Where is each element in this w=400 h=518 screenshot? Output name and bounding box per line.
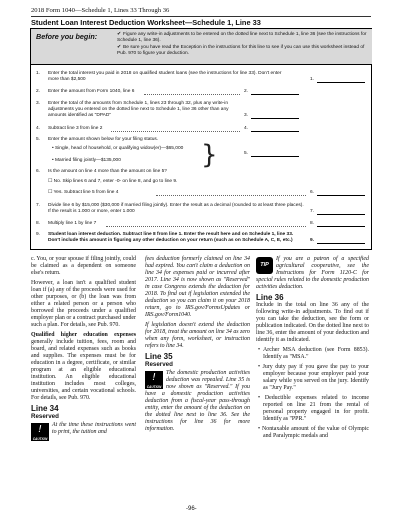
before-you-begin-item-2: ✔ Be sure you have read the Exception in the instructions for this line to see if you can use this worksheet instead of Pub. 970 to figure your deduction.: [117, 45, 365, 56]
before-you-begin-item-1: ✔ Figure any write-in adjustments to be entered on the dotted line next to Schedule 1, line 36 (see the instructions for Schedule 1, line 36).: [117, 32, 367, 43]
list-item: • Archer MSA deduction (see Form 8853). Identify as "MSA.": [258, 347, 369, 360]
worksheet-line-9: 9. Student loan interest deduction. Subtract line 8 from line 1. Enter the result here and on Schedule 1, line 33. Don't include this amount in figuring any other deduction on your return (such as on Schedule A, C, E, etc.) 9.: [36, 232, 366, 246]
line-9-entry[interactable]: [317, 243, 365, 244]
line-8-entry[interactable]: [317, 226, 365, 227]
worksheet-line-1: 1. Enter the total interest you paid in 2018 on qualified student loans (see the instructions for line 33). Don't enter more than $2,500 1.: [36, 71, 366, 83]
tip-icon: TIP: [256, 257, 273, 274]
column-3: [256, 256, 369, 443]
worksheet-line-3: 3. Enter the total of the amounts from Schedule 1, lines 23 through 32, plus any write-in adjustments you entered on the dotted line next to Schedule 1, line 36 other than any amounts identified as "DPAD" 3.: [36, 101, 366, 121]
list-item: • Jury duty pay if you gave the pay to your employer because your employer paid your salary while you served on the jury. Identify as "Jury Pay.": [258, 364, 369, 391]
before-you-begin-label: Before you begin:: [36, 32, 98, 41]
running-head: 2018 Form 1040—Schedule 1, Lines 33 Through 36: [31, 7, 170, 14]
tip-note: TIP If you are a patron of a specified agricultural cooperative, see the Instructions for Form 1120-C for special rules related to the domestic production activities deduction.: [256, 256, 369, 290]
brace-icon: }: [201, 140, 218, 170]
worksheet-line-6: 6. Is the amount on line 4 more than the amount on line 5? ☐ No. Skip lines 6 and 7, enter -0- on line 8, and go to line 9. ☐ Yes. Subtract line 5 from line 4 6.: [36, 169, 366, 199]
line-7-entry[interactable]: [317, 214, 365, 215]
caution-icon: ! CAUTION: [146, 372, 162, 389]
worksheet-line-4: 4. Subtract line 3 from line 2 4.: [36, 126, 366, 134]
line-6-yes-option[interactable]: ☐ Yes. Subtract line 5 from line 4: [48, 190, 119, 195]
check-icon: ✔: [117, 32, 122, 37]
worksheet-title: Student Loan Interest Deduction Worksheet—Schedule 1, Line 33: [31, 18, 261, 27]
worksheet-box: [30, 28, 372, 250]
worksheet-line-8: 8. Multiply line 1 by line 7 8.: [36, 221, 366, 229]
line-1-entry[interactable]: [317, 82, 365, 83]
line-4-entry[interactable]: [251, 131, 299, 132]
caution-note: ! CAUTION The domestic production activities deduction was repealed. Line 35 is now shown as "Reserved." If you have a domestic production activities deduction from a fiscal-year pass-through entity, enter the amount of the deduction on the dotted line next to line 36. See the instructions for line 36 for more information.: [145, 370, 250, 432]
before-you-begin-panel: [31, 29, 372, 65]
paragraph: However, a loan isn't a qualified student loan if (a) any of the proceeds were used for other purposes, or (b) the loan was from either a related person or a person who borrowed the proceeds under a qualified employer plan or a contract purchased under such a plan. For details, see Pub. 970.: [31, 280, 137, 328]
worksheet-line-5: 5. Enter the amount shown below for your filing status. • Single, head of household, or qualifying widow(er)—$65,000 • Married filing jointly—$135,000 5.: [36, 137, 366, 165]
checkbox-icon[interactable]: ☐: [48, 179, 54, 184]
line-34-subheading: Reserved: [31, 413, 59, 420]
paragraph: c. You, or your spouse if filing jointly, could be claimed as a dependent on someone else's return.: [31, 256, 136, 276]
line-35-heading: Line 35: [145, 352, 173, 361]
line-2-entry[interactable]: [251, 94, 299, 95]
line-35-subheading: Reserved: [145, 361, 173, 368]
column-2: [145, 256, 250, 436]
paragraph: Include in the total on line 36 any of the following write-in adjustments. To find out if you can take the deduction, see the form or publication indicated. On the dotted line next to line 36, enter the amount of your deduction and identify it as indicated.: [256, 302, 369, 343]
check-icon: ✔: [117, 45, 122, 50]
column-1: [31, 256, 136, 442]
line-6-no-option[interactable]: ☐ No. Skip lines 6 and 7, enter -0- on line 8, and go to line 9.: [48, 179, 178, 184]
paragraph: If legislation doesn't extend the deduction for 2018, treat the amount on line 34 as zero when any form, worksheet, or instruction refers to line 34.: [145, 322, 250, 349]
list-item: • Nontaxable amount of the value of Olympic and Paralympic medals and: [258, 426, 369, 439]
worksheet-line-7: 7. Divide line 6 by $15,000 ($30,000 if married filing jointly). Enter the result as a decimal (rounded to at least three places). If the result is 1.000 or more, enter 1.000 7.: [36, 203, 366, 217]
caution-icon: ! CAUTION: [32, 424, 48, 441]
line-6-entry[interactable]: [317, 195, 365, 196]
caution-note: ! CAUTION At the time these instructions went to print, the tuition and: [32, 422, 136, 441]
line-3-entry[interactable]: [251, 118, 299, 119]
worksheet-line-2: 2. Enter the amount from Form 1040, line 6 2.: [36, 89, 366, 97]
line-34-heading: Line 34: [31, 404, 59, 413]
list-item: • Deductible expenses related to income reported on line 21 from the rental of personal property engaged in for profit. Identify as "PPR.": [258, 395, 369, 422]
paragraph: Qualified higher education expenses generally include tuition, fees, room and board, and related expenses such as books and supplies. The expenses must be for education in a degree, certificate, or similar program at an eligible educational institution. An eligible educational institution includes most colleges, universities, and certain vocational schools. For details, see Pub. 970.: [31, 332, 136, 401]
line-36-heading: Line 36: [256, 293, 284, 302]
line-5-entry[interactable]: [251, 156, 299, 157]
paragraph: fees deduction formerly claimed on line 34 had expired. You can't claim a deduction on line 34 for expenses paid or incurred after 2017. Line 34 is now shown as "Reserved" in case Congress extends the deduction for 2018. To find out if legislation extended the deduction so you can claim it on your 2018 return, go to IRS.gov/FormsUpdates or IRS.gov/Form1040.: [145, 256, 250, 318]
checkbox-icon[interactable]: ☐: [48, 190, 54, 195]
page-number: -96-: [186, 506, 197, 512]
